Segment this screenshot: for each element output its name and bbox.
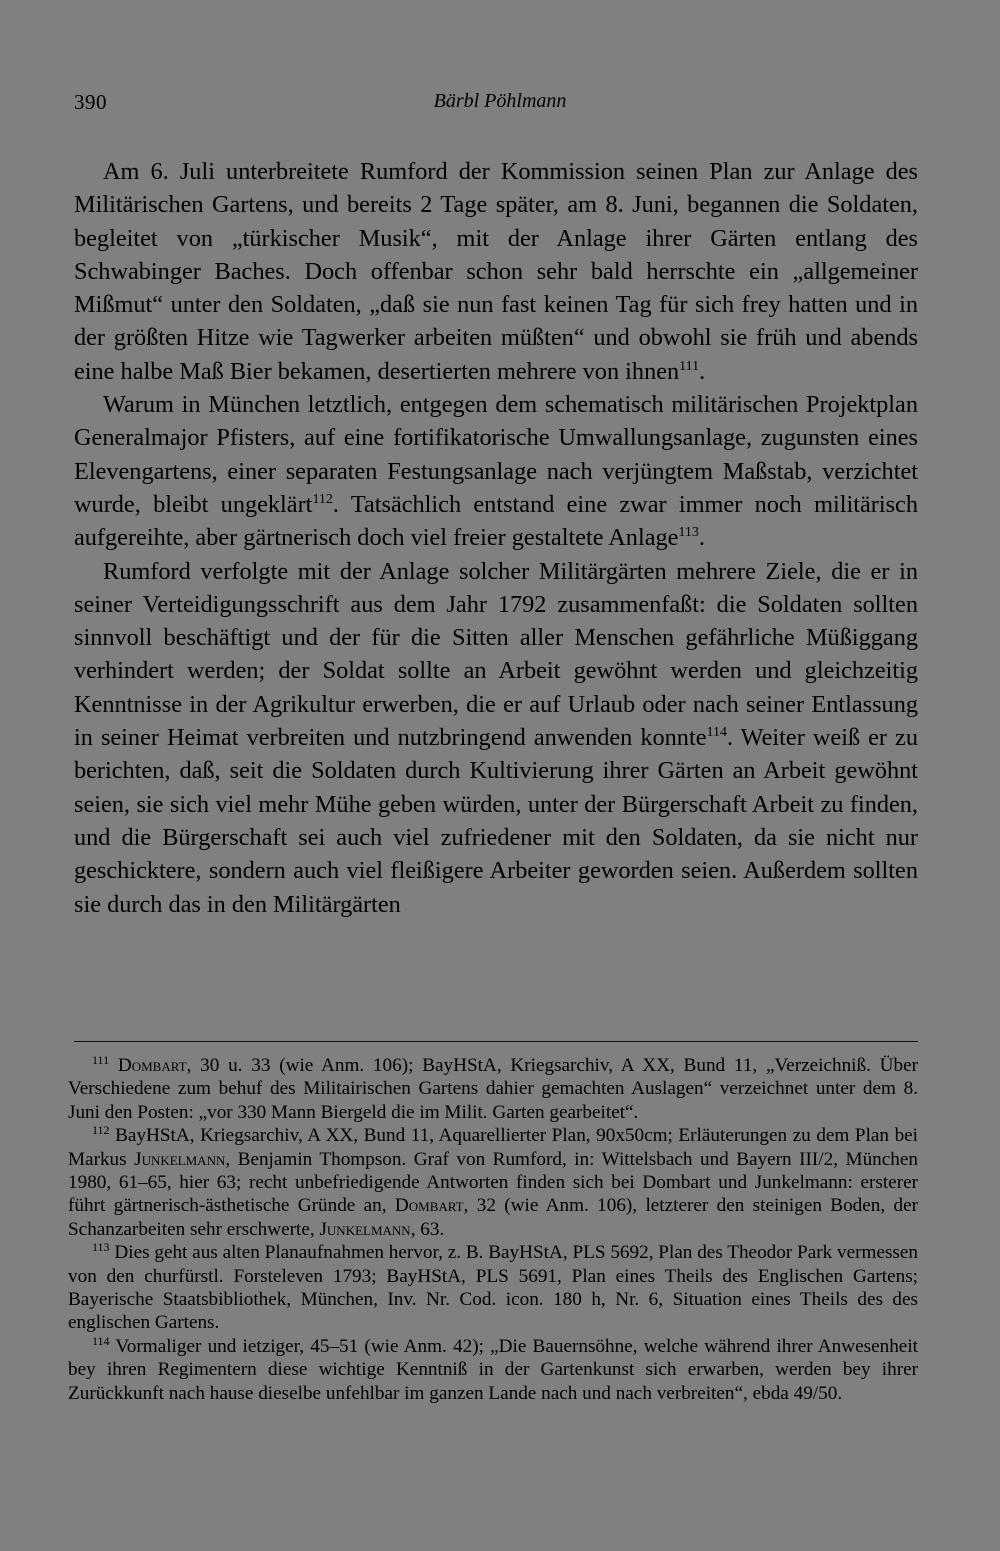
paragraph-1-text-a: Am 6. Juli unterbreitete Rumford der Kommission seinen Plan zur Anlage des Militärischen Gartens, und bereits 2 Tage später, am 8. Juni, begannen die Soldaten, begleitet von „türkischer Musik“, mit der Anlage ihrer Gärten entlang des Schwabinger Baches. Doch offenbar schon sehr bald herrschte ein „allgemeiner Mißmut“ unter den Soldaten, „daß sie nun fast keinen Tag für sich frey hatten und in der größten Hitze wie Tagwerker arbeiten müßten“ und obwohl sie früh und abends eine halbe Maß Bier bekamen, desertierten mehrere von ihnen bbox=[74, 158, 918, 385]
footnote-text: , 32 (wie Anm. 106), letzterer den steinigen Boden, der Schanzarbeiten sehr erschwerte, bbox=[68, 1195, 918, 1240]
footnote-ref-112: 112 bbox=[312, 491, 333, 507]
paragraph-2-text-c: . bbox=[698, 524, 705, 552]
footnote-number: 112 bbox=[92, 1123, 110, 1138]
footnote-text: BayHStA, Kriegsarchiv, A XX, Bund 11, Aquarellierter Plan, 90x50cm; Erläuterungen zu dem Plan bei Markus bbox=[68, 1125, 919, 1170]
footnote-113 bbox=[68, 1241, 918, 1335]
paragraph-3 bbox=[74, 555, 918, 921]
footnote-111 bbox=[68, 1054, 918, 1124]
body-text bbox=[74, 155, 918, 921]
paragraph-3-text-a: Rumford verfolgte mit der Anlage solcher Militärgärten mehrere Ziele, die er in seiner Verteidigungsschrift aus dem Jahr 1792 zusammenfaßt: die Soldaten sollten sinnvoll beschäftigt und der für die Sitten aller Menschen gefährliche Müßiggang verhindert werden; der Soldat sollte an Arbeit gewöhnt werden und gleichzeitig Kenntnisse in der Agrikultur erwerben, die er auf Urlaub oder nach seiner Entlassung in seiner Heimat verbreiten und nutzbringend anwenden konnte bbox=[74, 557, 918, 752]
footnote-number: 114 bbox=[92, 1333, 110, 1348]
author-name: Junkelmann bbox=[134, 1148, 226, 1170]
paragraph-1-text-b: . bbox=[699, 357, 706, 385]
footnote-text: Vormaliger und ietziger, 45–51 (wie Anm. 42); „Die Bauernsöhne, welche während ihrer Anwesenheit bey ihren Regimentern diese wichtige Kenntniß in der Gartenkunst sich erwarben, werden bey ihrer Zurückkunft nach hause dieselbe unfehlbar im ganzen Lande nach und nach verbreiten“, ebda 49/50. bbox=[68, 1335, 918, 1404]
footnote-number: 113 bbox=[92, 1240, 110, 1255]
footnote-text: , 63. bbox=[410, 1218, 445, 1240]
footnote-text: Dies geht aus alten Planaufnahmen hervor, z. B. BayHStA, PLS 5692, Plan des Theodor Park vermessen von den churfürstl. Forsteleven 1793; BayHStA, PLS 5691, Plan eines Theils des Englischen Gartens; Bayerische Staatsbibliothek, München, Inv. Nr. Cod. icon. 180 h, Nr. 6, Situation eines Theils des des englischen Gartens. bbox=[68, 1242, 919, 1334]
footnote-text: , 30 u. 33 (wie Anm. 106); BayHStA, Kriegsarchiv, A XX, Bund 11, „Verzeichniß. Über Verschiedene zum behuf des Militairischen Gartens dahier gemachten Auslagen“ verzeichnet unter dem 8. Juni den Posten: „vor 330 Mann Biergeld die im Milit. Garten gearbeitet“. bbox=[68, 1055, 918, 1123]
footnote-114 bbox=[68, 1335, 918, 1405]
footnote-separator bbox=[74, 1041, 918, 1042]
footnote-ref-113: 113 bbox=[678, 525, 699, 541]
author-name: Junkelmann bbox=[319, 1218, 411, 1240]
footnote-112 bbox=[68, 1124, 918, 1241]
page-number: 390 bbox=[74, 90, 107, 114]
footnote-ref-114: 114 bbox=[706, 725, 727, 741]
paragraph-1 bbox=[74, 155, 918, 388]
paragraph-2-text-a: Warum in München letztlich, entgegen dem schematisch militärischen Projektplan Generalmajor Pfisters, auf eine fortifikatorische Umwallungsanlage, zugunsten eines Elevengartens, einer separaten Festungsanlage nach verjüngtem Maßstab, verzichtet wurde, bleibt ungeklärt bbox=[74, 391, 918, 518]
footnote-ref-111: 111 bbox=[679, 358, 700, 374]
paragraph-2 bbox=[74, 388, 918, 554]
running-head: Bärbl Pöhlmann bbox=[433, 90, 567, 112]
paragraph-2-text-b: . Tatsächlich entstand eine zwar immer noch militärisch aufgereihte, aber gärtnerisch doch viel freier gestaltete Anlage bbox=[74, 490, 918, 552]
paragraph-3-text-b: . Weiter weiß er zu berichten, daß, seit die Soldaten durch Kultivierung ihrer Gärten an Arbeit gewöhnt seien, sie sich viel mehr Mühe geben würden, unter der Bürgerschaft Arbeit zu finden, und die Bürgerschaft sei auch viel zufriedener mit den Soldaten, da sie nicht nur geschicktere, sondern auch viel fleißigere Arbeiter geworden seien. Außerdem sollten sie durch das in den Militärgärten bbox=[74, 724, 918, 918]
author-name: Dombart bbox=[117, 1055, 187, 1076]
footnote-text: , Benjamin Thompson. Graf von Rumford, in: Wittelsbach und Bayern III/2, München 1980, 61–65, hier 63; recht unbefriedigende Antworten finden sich bei Dombart und Junkelmann: ersterer führt gärtnerisch-ästhetische Gründe an, bbox=[68, 1148, 918, 1217]
author-name: Dombart bbox=[394, 1195, 464, 1217]
footnote-number: 111 bbox=[92, 1053, 110, 1067]
footnotes bbox=[68, 1054, 918, 1405]
